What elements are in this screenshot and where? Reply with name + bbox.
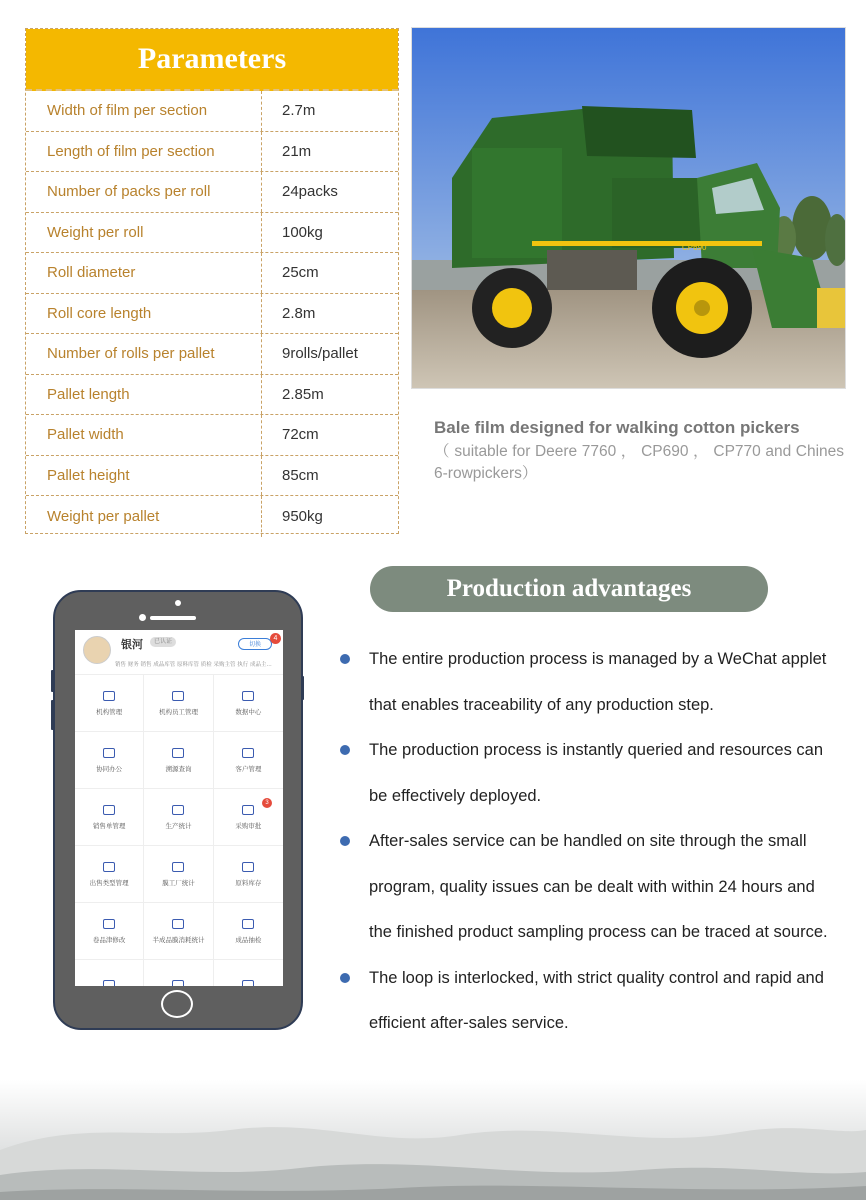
advantage-item bbox=[340, 637, 830, 728]
app-grid-label: 销售单管理 bbox=[92, 821, 126, 830]
parameter-row bbox=[26, 334, 398, 375]
parameter-value: 24packs bbox=[282, 183, 338, 201]
app-header bbox=[75, 630, 283, 675]
app-grid-label: 出售类型管理 bbox=[89, 878, 129, 887]
app-grid-item[interactable] bbox=[214, 960, 283, 986]
app-function-icon bbox=[172, 919, 184, 929]
parameter-label: Pallet height bbox=[26, 456, 262, 496]
app-grid-label: 半成品膜消耗统计 bbox=[152, 935, 205, 944]
parameter-value: 100kg bbox=[282, 223, 323, 241]
parameter-label: Roll diameter bbox=[26, 253, 262, 293]
app-function-icon bbox=[103, 691, 115, 701]
parameter-value: 2.8m bbox=[282, 304, 316, 322]
advantages-list bbox=[340, 637, 830, 1047]
app-function-icon bbox=[103, 919, 115, 929]
app-function-icon bbox=[172, 691, 184, 701]
app-function-icon bbox=[242, 919, 254, 929]
app-function-icon bbox=[172, 748, 184, 758]
app-function-icon bbox=[242, 862, 254, 872]
app-grid-item[interactable] bbox=[144, 675, 213, 732]
advantage-item bbox=[340, 728, 830, 819]
parameter-label: Length of film per section bbox=[26, 132, 262, 172]
advantage-text: After-sales service can be handled on site through the small program, quality issues can be dealt with within 24 hours and the finished product sampling process can be traced at source. bbox=[369, 832, 828, 941]
app-function-grid bbox=[75, 675, 283, 986]
parameter-row bbox=[26, 375, 398, 416]
notification-badge: 4 bbox=[270, 633, 281, 644]
app-function-icon bbox=[103, 805, 115, 815]
parameter-row bbox=[26, 294, 398, 335]
advantages-title: Production advantages bbox=[370, 566, 768, 612]
parameter-label: Number of rolls per pallet bbox=[26, 334, 262, 374]
parameters-rows bbox=[26, 91, 398, 537]
parameter-label: Number of packs per roll bbox=[26, 172, 262, 212]
app-user-name: 银河 bbox=[121, 638, 143, 651]
app-function-icon bbox=[242, 691, 254, 701]
app-grid-badge: 3 bbox=[262, 798, 272, 808]
app-grid-item[interactable] bbox=[75, 789, 144, 846]
app-grid-item[interactable] bbox=[144, 732, 213, 789]
parameter-row bbox=[26, 456, 398, 497]
bullet-dot-icon bbox=[340, 973, 350, 983]
parameter-value: 9rolls/pallet bbox=[282, 345, 358, 363]
app-function-icon bbox=[242, 980, 254, 986]
app-grid-item[interactable] bbox=[75, 732, 144, 789]
parameter-value: 2.85m bbox=[282, 385, 324, 403]
parameter-row bbox=[26, 172, 398, 213]
parameter-row bbox=[26, 415, 398, 456]
parameter-row bbox=[26, 496, 398, 537]
app-grid-item[interactable] bbox=[75, 846, 144, 903]
parameter-value: 950kg bbox=[282, 507, 323, 525]
app-role-list: 销售 财务 销售 成品库管 原料库管 质检 采购主管 执行 成品主... bbox=[115, 662, 272, 668]
app-grid-label: 机构员工管理 bbox=[158, 707, 198, 716]
phone-front-camera bbox=[139, 614, 146, 621]
parameter-label: Weight per pallet bbox=[26, 496, 262, 537]
app-function-icon bbox=[172, 862, 184, 872]
app-function-icon bbox=[103, 980, 115, 986]
phone-volume-up bbox=[51, 670, 54, 692]
app-grid-label: 采购审批 bbox=[235, 821, 262, 830]
app-grid-item[interactable] bbox=[214, 675, 283, 732]
phone-speaker bbox=[150, 616, 196, 620]
phone-screen bbox=[75, 630, 283, 986]
phone-power-button bbox=[301, 676, 304, 700]
parameter-row bbox=[26, 91, 398, 132]
parameter-value: 21m bbox=[282, 142, 312, 160]
app-grid-item[interactable] bbox=[214, 903, 283, 960]
app-grid-item[interactable] bbox=[75, 960, 144, 986]
app-grid-item[interactable] bbox=[75, 903, 144, 960]
app-grid-item[interactable] bbox=[214, 789, 283, 846]
app-grid-label: 膜工厂统计 bbox=[162, 878, 195, 887]
parameter-row bbox=[26, 213, 398, 254]
bullet-dot-icon bbox=[340, 745, 350, 755]
mountain-background bbox=[0, 1080, 866, 1200]
caption-title: Bale film designed for walking cotton pickers bbox=[434, 418, 800, 437]
app-grid-label: 成品抽检 bbox=[235, 935, 262, 944]
app-grid-label: 客户管理 bbox=[235, 764, 262, 773]
caption-subtitle: （ suitable for Deere 7760 ， CP690 ， CP770 and Chines 6-rowpickers） bbox=[434, 443, 844, 482]
app-grid-label: 原料库存 bbox=[235, 878, 262, 887]
phone-home-button[interactable] bbox=[161, 990, 193, 1018]
parameter-value: 85cm bbox=[282, 466, 319, 484]
parameter-label: Pallet length bbox=[26, 375, 262, 415]
parameter-label: Weight per roll bbox=[26, 213, 262, 253]
app-grid-label: 溯源查询 bbox=[165, 764, 192, 773]
parameter-value: 72cm bbox=[282, 426, 319, 444]
parameter-row bbox=[26, 132, 398, 173]
app-function-icon bbox=[242, 748, 254, 758]
parameter-value: 2.7m bbox=[282, 102, 316, 120]
parameter-label: Pallet width bbox=[26, 415, 262, 455]
app-function-icon bbox=[172, 805, 184, 815]
app-grid-item[interactable] bbox=[144, 903, 213, 960]
avatar[interactable] bbox=[83, 636, 111, 664]
app-function-icon bbox=[242, 805, 254, 815]
parameter-label: Width of film per section bbox=[26, 91, 262, 131]
phone-volume-down bbox=[51, 700, 54, 730]
app-switch-button[interactable]: 切换 bbox=[238, 638, 272, 650]
app-grid-item[interactable] bbox=[214, 732, 283, 789]
app-grid-item[interactable] bbox=[144, 789, 213, 846]
app-grid-item[interactable] bbox=[75, 675, 144, 732]
app-grid-label: 机构管理 bbox=[96, 707, 123, 716]
app-grid-label: 协同办公 bbox=[96, 764, 123, 773]
advantage-text: The loop is interlocked, with strict quality control and rapid and efficient after-sales service. bbox=[369, 968, 824, 1032]
bullet-dot-icon bbox=[340, 654, 350, 664]
app-grid-label: 数据中心 bbox=[235, 707, 262, 716]
advantage-text: The production process is instantly queried and resources can be effectively deployed. bbox=[369, 741, 823, 805]
app-grid-item[interactable] bbox=[144, 960, 213, 986]
app-grid-label: 生产统计 bbox=[165, 821, 192, 830]
phone-camera-dot bbox=[175, 600, 181, 606]
app-function-icon bbox=[103, 748, 115, 758]
app-grid-item[interactable] bbox=[144, 846, 213, 903]
advantage-item bbox=[340, 819, 830, 956]
app-function-icon bbox=[172, 980, 184, 986]
app-grid-item[interactable] bbox=[214, 846, 283, 903]
app-grid-label: 卷品津修改 bbox=[92, 935, 126, 944]
parameter-label: Roll core length bbox=[26, 294, 262, 334]
parameter-row bbox=[26, 253, 398, 294]
model-label: CP690 bbox=[682, 243, 707, 252]
parameters-table bbox=[25, 28, 399, 534]
advantage-text: The entire production process is managed by a WeChat applet that enables traceability of any production step. bbox=[369, 650, 827, 714]
parameters-title: Parameters bbox=[26, 29, 398, 91]
bullet-dot-icon bbox=[340, 836, 350, 846]
app-function-icon bbox=[103, 862, 115, 872]
app-user-tag: 已认证 bbox=[150, 637, 176, 647]
phone-mockup bbox=[53, 590, 303, 1030]
advantage-item bbox=[340, 956, 830, 1047]
cotton-picker-photo bbox=[411, 27, 846, 389]
cotton-picker-illustration bbox=[412, 28, 846, 389]
parameter-value: 25cm bbox=[282, 264, 319, 282]
